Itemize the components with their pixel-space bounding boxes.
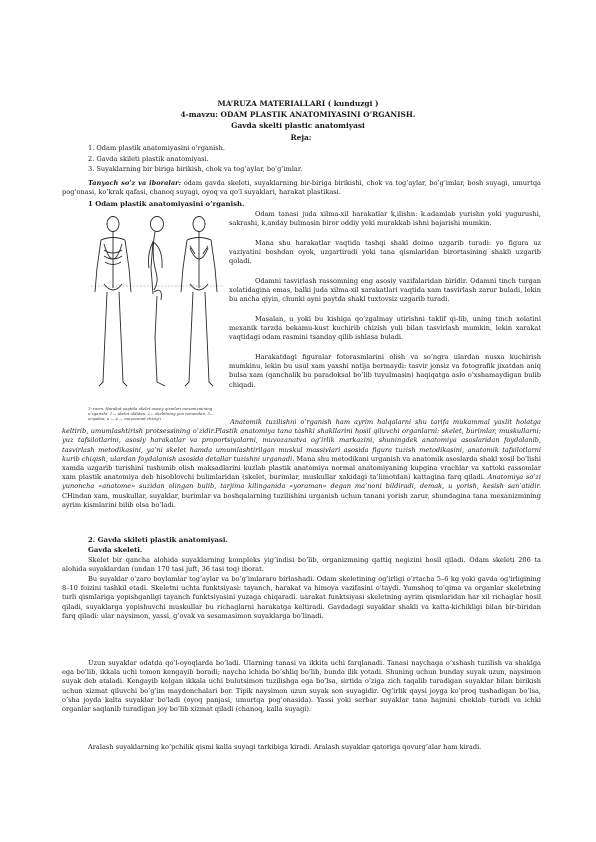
section2-paragraph-3: Uzun suyaklar odatda qo’l-oyoqlarda bo’ladi. Ularning tanasi va ikkita uchi farqlanadi. Tanasi naychaga o’xshash tuzilish va shaklga ega bo’lib, ikkala uchi tomon kengayib boradi; naycha ichida bo’shliq bo’lib, bunda ilik yotadi. Shuning uchun bunday suyak uzun, naysimon suyak deb ataladi. Kengayib kelgan ikkala uchi bulutsimon tuzilishga ega bo’lsa, sirtida o’ziga zich taqalib turadigan suyaklar bilan birikish uchun xizmat qiluvchi bo’g’im maydonchalari bor. Tipik naysimon uzun suyak son suyagidir. Og’irlik qaysi joyga ko’proq tushadigan bo’lsa, o’sha joyda kalta suyaklar bo’ladi (oyoq panjasi, umurtqa pog’onasida). Yassi yoki serbar suyaklar tana hajmini cheklab turadi va ichki organlar saqlanib turadigan joy bo’lib xizmat qiladi (chanoq, kalla suyagi). [62,659,541,714]
anatomy-conclusion-text: CHindan xam, muskullar, suyaklar, burimlar va boshqalarning tuzilishini urganish uchun tanani yorish zarur, shundagina tana mexanizmining ayrim kismlarini bilib olsa bo’ladi. [62,491,541,509]
section1-heading: 1 Odam plastik anatomiyasini o’rganish. [88,200,245,208]
keywords-paragraph [62,179,541,197]
anatomy-definition-italic: Anatomik tuzilishni o’rganish ham ayrim halqalarni shu tarifa mukammal yaxlit holatga keltirib, umumlashtirish protsessining o’zidir.Plastik anatomiya tana tashki shakllarini hosil qiluvchi organlarni: skelet, burimlar, muskullarni; yuz tafsilotlarini, asosiy harakatlar va proportsiyalarni, muvozanatva og’irlik markazini, shuningdek anatomiya asoslaridan foydalanib, tasvirlash metodikasini, ya’ni skelet hamda umumlashtirilgan muskul massivlari asosida figura tuzish metodikasini, anatomik tafsilotlarni kurib chiqish, ulardan foydalanish asosida detallar tuzishni urganadi. [62,418,541,463]
plan-item: 2. Gavda skileti plastik anatomiyasi. [88,154,209,163]
skeleton-front-view [95,217,131,387]
section2-heading: 2. Gavda skileti plastik anatomiyasi. [88,536,228,544]
section1-paragraph-6 [62,418,541,510]
figure-caption: 1- rasm. Harakat vaqtida skelet asosiy qismlari mexanizmining o’zgarishi: 1— skelet oldidan, 2— skeletning yon tomondan, 3— orqadan; a — a — muvozanat chizig’i [88,406,214,421]
topic-subtitle: Gavda skelti plastic anatomiyasi [231,121,365,130]
anatomy-etymology-italic: Anatomiya so’zi yunoncha «anatome» suzidan olingan bulib, tarjima kilinganida «yoraman» degan ma’noni bildiradi, demak, u yorish, kesish san’atidir. [62,473,541,491]
section2-paragraph-4: Aralash suyaklarning ko’pchilik qismi kalla suyagi tarkibiga kiradi. Aralash suyaklar qatoriga qovurg’alar ham kiradi. [88,743,482,751]
keywords-label: Tanyach so’z va iboralar: [88,179,182,187]
keywords-text: odam gavda skeleti, suyaklarning bir-biriga birikishi, chok va tog’aylar, bo’g’imlar, bosh suyagi, umurtqa pog’onasi, ko’krak qafasi, chanoq suyagi, oyoq va qo’l suyaklari, harakat plastikasi. [62,179,541,197]
anatomy-methodology-text: Mana shu metodikani urganish va anatomik asoslarda shakl xosil bo’lishi xamda uzgarib turishini tushunib olish maksadlarini kuzlab plastik anatomiya normal anatomiyaning kupgina vrachlar va xattoki rassomlar xam plastik anatomiya deb hisoblovchi bulimlaridan (skelet, burimlar, muskullar xakidagi ta’limotdan) kattagina farq qiladi. [62,454,541,482]
skeleton-side-view [149,217,166,387]
plan-list [88,143,302,175]
skeleton-illustration [91,214,223,406]
section2-paragraph-2: Bu suyaklar o’zaro boylamlar tog’aylar va bo’g’imlararo birlashadi. Odam skeletining og’irligi o’rtacha 5–6 kg yoki gavda og’irligining 8–10 foizini tashkil etadi. Skeletni uchta funktsiyasi: tayanch, harakat va himoya vazifasini o’taydi. Yumshoq to’qima va organlar skeletning turli qismlariga yopishganligi tayanch funktsiyasini yuzaga chiqaradi. uarakat funktsiyasi skeletning ayrim qismlaridan har xil richaglar hosil qiladi, suyaklarga yopishuvchi muskullar bu richaglarni harakatga keltiradi. Gavdadagi suyaklar shakli va katta-kichikligi bilan bir-biridan farq qiladi: ular naysimon, yassi, g’ovak va sesamasimon suyaklarga bo’linadi. [62,575,541,620]
plan-item: 3. Suyaklarning bir biriga birikish, chok va tog’aylar, bo’g’imlar. [88,165,303,173]
skeleton-back-view [181,217,217,387]
section1-paragraph-1: Odam tanasi juda xilma-xil harakatlar k,ilishn: k.adamlab yurishn yoki yugurushi, sakrashi, k,anday bulmasin biror oddiy yeki murakkab ishni bajarishi mumkin. [229,210,541,228]
section1-paragraph-3: Odamni tasvirlash rassomning eng asosiy vazifalaridan biridir. Odamni tinch turgan xolatidagina emas, balki juda xilma-xil xarakatlari vaqtida xam tasvirlash zarur buladi, lekin bu ancha qiyin, chunki ayni paytda shakl tuxtovsiz uzgarib turadi. [229,277,541,304]
plan-title: Reja: [290,133,312,142]
section1-paragraph-4: Masalan, u yoki bu kishiga qo’zgalmay utirishni taklif qi-lib, uning tinch xolatini mexanik tarzda bekamu-kust kuchirib chizish yuli bilan tasvirlash mumkin, lekin xarakat vaqtidagi odam rasmini tsanday qilib ishlasa buladi. [229,315,541,342]
document-title: MA’RUZA MATERIALLARI ( kunduzgi ) [217,99,379,108]
section2-paragraph-1: Skelet bir qancha alohida suyaklarning kompleks yig’indisi bo’lib, organizmning qattiq negizini hosil qiladi. Odam skeleti 206 ta alohida suyaklardan (undan 170 tasi juft, 36 tasi toq) iborat. [62,556,541,574]
section1-paragraph-5: Harakatdagi figuralar fotorasmlarini olish va so’ngra ulardan nusxa kuchirish mumkinu, lekin bu usul xam yaxshi natija bermaydi: tasvir jonsiz va fotografik jixatdan aniq bulsa xam (qanchalik bu paradoksal bo’lib tuyulmasin) haqiqatga aslo o’xshamaydigan bulib chiqadi. [229,353,541,389]
plan-item: 1. Odam plastik anatomiyasini o’rganish. [88,144,225,152]
topic-title: 4-mavzu: ODAM PLASTIK ANATOMIYASINI O’RGANISH. [180,110,416,119]
section1-paragraph-2: Mana shu harakatlar vaqtida tashqi shakl doimo uzgarib turadi: yo figura uz vaziyatini boshdan oyok, uzgartiradi yoki tana qismlaridan birortasining shakli uzgarib qoladi. [229,239,541,266]
skeleton-figure [91,214,223,414]
section2-subheading: Gavda skeleti. [88,546,143,554]
